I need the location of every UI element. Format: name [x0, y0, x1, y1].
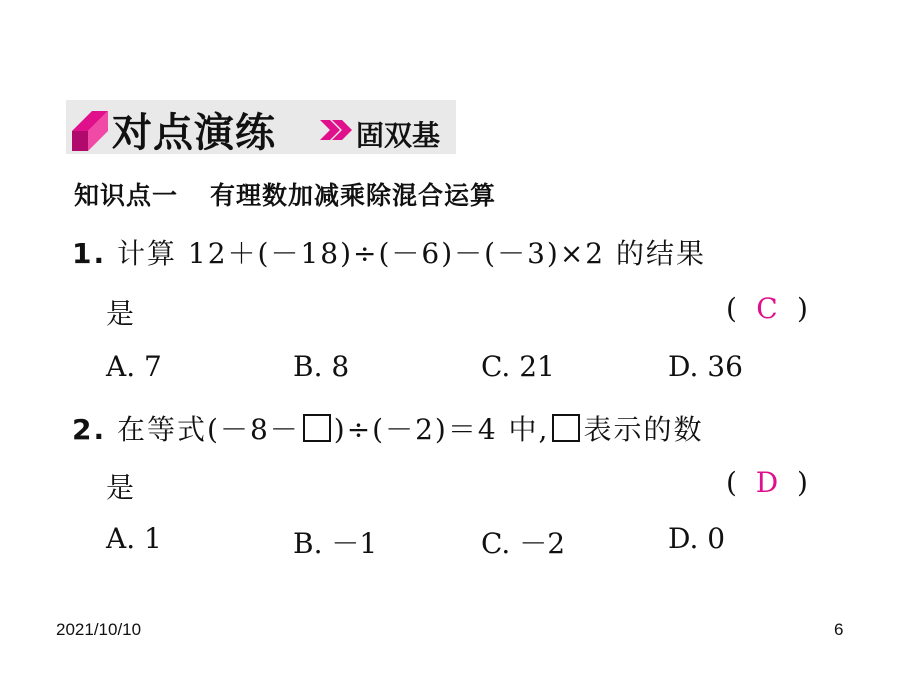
question-1-line-2: 是	[106, 297, 137, 330]
question-1-text: 计算 12＋(－18)÷(－6)－(－3)×2 的结果	[117, 237, 706, 270]
question-2-option-a: A. 1	[106, 522, 162, 555]
question-2-answer: D	[755, 466, 779, 499]
question-1-option-a: A. 7	[106, 350, 162, 383]
question-1-number: 1.	[72, 237, 107, 270]
blank-box-icon	[303, 414, 331, 442]
blank-box-icon	[552, 414, 580, 442]
question-2-text-b: )÷(－2)＝4 中,	[333, 413, 550, 446]
section-topic: 有理数加减乘除混合运算	[210, 181, 497, 210]
question-2-text-a: 在等式(－8－	[117, 413, 300, 446]
question-2-line-1	[72, 408, 703, 448]
question-1-option-d: D. 36	[668, 350, 743, 383]
question-2-text-c: 表示的数	[583, 413, 704, 446]
banner-ribbon-icon	[70, 103, 110, 153]
question-1-answer: C	[756, 292, 778, 325]
question-2-line-2: 是	[106, 471, 137, 504]
banner-subtitle: 固双基	[356, 119, 441, 152]
question-1-answer-slot: ( C )	[726, 292, 808, 325]
question-2-option-b: B. －1	[293, 527, 378, 560]
section-label: 知识点一	[74, 181, 179, 210]
question-2-option-c: C. －2	[481, 527, 566, 560]
question-1-line-1	[72, 232, 706, 272]
banner-title: 对点演练	[112, 110, 276, 156]
section-heading	[74, 176, 496, 212]
question-2-option-d: D. 0	[668, 522, 726, 555]
question-1-option-c: C. 21	[481, 350, 555, 383]
question-1-option-b: B. 8	[293, 350, 350, 383]
page-number: 6	[834, 620, 844, 639]
double-chevron-icon	[318, 118, 352, 142]
footer-date: 2021/10/10	[56, 620, 142, 639]
question-2-answer-slot: ( D )	[726, 466, 808, 499]
question-2-number: 2.	[72, 413, 107, 446]
